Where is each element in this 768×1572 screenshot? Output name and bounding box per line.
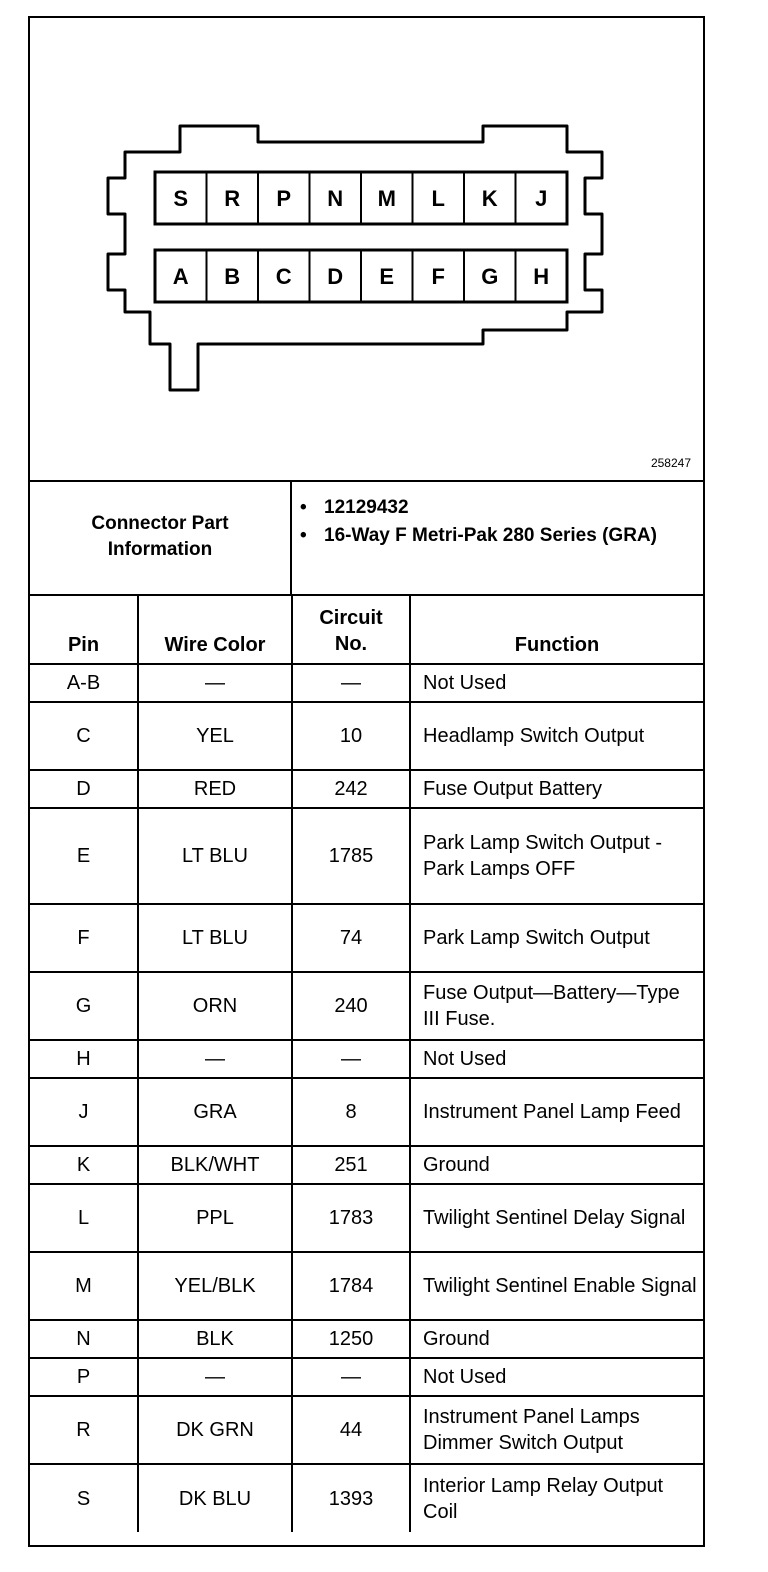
wire-color-cell: — [138,664,292,702]
bottom-row-dividers [207,250,516,302]
pin-cell: F [30,904,138,972]
pin-rows [30,664,703,1532]
pin-cell: N [30,1320,138,1358]
circuit-cell: 240 [292,972,410,1040]
bullet-icon: • [300,497,307,518]
function-cell: Not Used [410,1040,703,1078]
function-cell: Twilight Sentinel Enable Signal [410,1252,703,1320]
pin-cavity-label: P [276,186,292,211]
circuit-cell: — [292,1358,410,1396]
part-number-text: 12129432 [324,497,409,518]
pin-cell: D [30,770,138,808]
table-row [30,702,703,770]
figure-id: 258247 [650,456,691,470]
connector-description [300,524,695,548]
pin-cell: M [30,1252,138,1320]
wire-color-header: Wire Color [138,594,292,664]
connector-outline-drawing [30,18,703,480]
function-cell: Not Used [410,664,703,702]
circuit-header [292,594,410,664]
wire-color-cell: PPL [138,1184,292,1252]
bullet-icon: • [300,525,307,546]
circuit-cell: 8 [292,1078,410,1146]
circuit-cell: — [292,1040,410,1078]
function-cell: Headlamp Switch Output [410,702,703,770]
circuit-cell: 1785 [292,808,410,904]
function-cell: Park Lamp Switch Output [410,904,703,972]
pin-cavity-label: D [327,264,344,289]
wire-color-cell: BLK [138,1320,292,1358]
part-info-label: Connector Part Information [30,480,292,594]
function-cell: Not Used [410,1358,703,1396]
wire-color-cell: — [138,1040,292,1078]
function-cell: Ground [410,1320,703,1358]
circuit-cell: 242 [292,770,410,808]
circuit-cell: 74 [292,904,410,972]
pin-cavity-label: H [533,264,550,289]
pin-cell: H [30,1040,138,1078]
pin-cell: L [30,1184,138,1252]
pin-cavity-label: E [379,264,395,289]
pin-cell: G [30,972,138,1040]
function-cell: Instrument Panel Lamp Feed [410,1078,703,1146]
table-row [30,1464,703,1532]
pin-cell: E [30,808,138,904]
table-row [30,1184,703,1252]
table-row [30,972,703,1040]
circuit-cell: 1250 [292,1320,410,1358]
function-cell: Instrument Panel Lamps Dimmer Switch Output [410,1396,703,1464]
table-row [30,1252,703,1320]
wire-color-cell: BLK/WHT [138,1146,292,1184]
table-row [30,1358,703,1396]
function-cell: Ground [410,1146,703,1184]
pin-cell: K [30,1146,138,1184]
circuit-header-text: Circuit No. [319,607,383,655]
function-cell: Twilight Sentinel Delay Signal [410,1184,703,1252]
part-info-list [300,496,695,552]
pin-cell: A-B [30,664,138,702]
pin-cavity-label: S [173,186,189,211]
pin-cell: J [30,1078,138,1146]
pin-cavity-label: C [275,264,292,289]
top-row-dividers [207,172,516,224]
function-header: Function [410,594,703,664]
pin-cell: S [30,1464,138,1532]
circuit-cell: — [292,664,410,702]
table-row [30,1396,703,1464]
function-cell: Interior Lamp Relay Output Coil [410,1464,703,1532]
table-row [30,770,703,808]
pin-table [30,594,703,1532]
pin-cell: C [30,702,138,770]
pin-cavity-label: L [431,186,445,211]
wire-color-cell: YEL [138,702,292,770]
wire-color-cell: — [138,1358,292,1396]
part-number [300,496,695,520]
pin-cavity-label: R [224,186,241,211]
connector-description-text: 16-Way F Metri-Pak 280 Series (GRA) [324,525,657,546]
pin-cavity-label: M [377,186,396,211]
wire-color-cell: RED [138,770,292,808]
wire-color-cell: DK GRN [138,1396,292,1464]
pin-cavity-label: B [224,264,241,289]
table-row [30,808,703,904]
pin-cavity-label: A [172,264,189,289]
pin-cell: R [30,1396,138,1464]
pin-cavity-label: F [431,264,445,289]
table-row [30,1320,703,1358]
connector-sheet [28,16,705,1547]
pin-cavity-label: N [327,186,344,211]
circuit-cell: 1783 [292,1184,410,1252]
table-row [30,1040,703,1078]
table-row [30,904,703,972]
table-header-row [30,594,703,664]
pin-cell: P [30,1358,138,1396]
wire-color-cell: LT BLU [138,904,292,972]
pin-cavity-label: K [481,186,498,211]
wire-color-cell: GRA [138,1078,292,1146]
circuit-cell: 1393 [292,1464,410,1532]
circuit-cell: 251 [292,1146,410,1184]
wire-color-cell: ORN [138,972,292,1040]
pin-header: Pin [30,594,138,664]
circuit-cell: 44 [292,1396,410,1464]
function-cell: Fuse Output—Battery—Type III Fuse. [410,972,703,1040]
wire-color-cell: DK BLU [138,1464,292,1532]
function-cell: Fuse Output Battery [410,770,703,808]
pin-cavity-label: J [535,186,548,211]
connector-diagram [30,18,703,482]
pin-cavity-label: G [481,264,499,289]
connector-part-info [30,480,703,596]
table-row [30,1146,703,1184]
circuit-cell: 10 [292,702,410,770]
function-cell: Park Lamp Switch Output - Park Lamps OFF [410,808,703,904]
circuit-cell: 1784 [292,1252,410,1320]
table-row [30,664,703,702]
wire-color-cell: YEL/BLK [138,1252,292,1320]
table-row [30,1078,703,1146]
wire-color-cell: LT BLU [138,808,292,904]
housing-outline [108,126,602,390]
